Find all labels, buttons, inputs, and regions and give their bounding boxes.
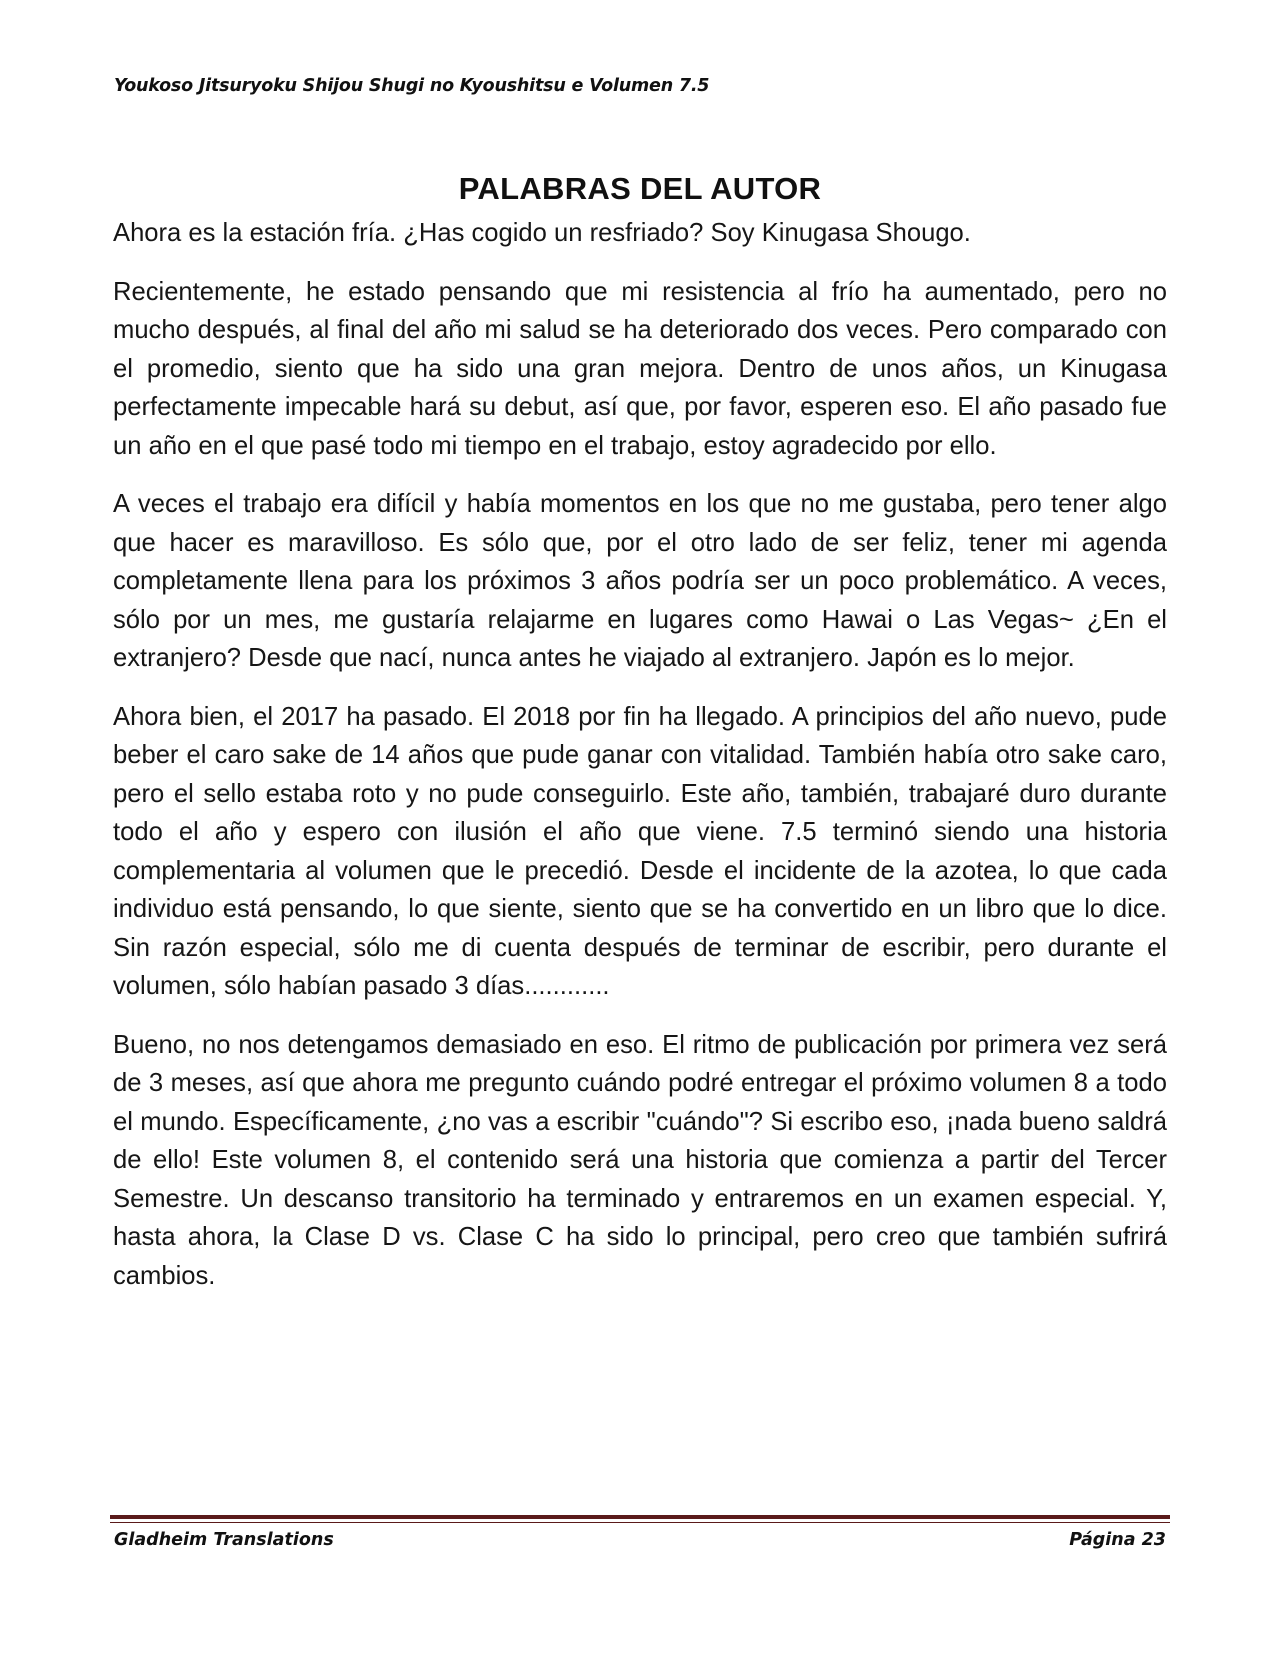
body-text xyxy=(113,214,1167,1315)
page-title: PALABRAS DEL AUTOR xyxy=(458,170,822,206)
footer-divider xyxy=(110,1515,1170,1523)
footer-divider-thin xyxy=(110,1522,1170,1523)
footer-page-number: Página 23 xyxy=(1069,1530,1166,1550)
paragraph-2: Recientemente, he estado pensando que mi resistencia al frío ha aumentado, pero no mucho después, al final del año mi salud se ha deteriorado dos veces. Pero comparado con el promedio, siento que ha sido una gran mejora. Dentro de unos años, un Kinugasa perfectamente impecable hará su debut, así que, por favor, esperen eso. El año pasado fue un año en el que pasé todo mi tiempo en el trabajo, estoy agradecido por ello. xyxy=(113,277,1167,460)
paragraph-3: A veces el trabajo era difícil y había momentos en los que no me gustaba, pero tener algo que hacer es maravilloso. Es sólo que, por el otro lado de ser feliz, tener mi agenda completamente llena para los próximos 3 años podría ser un poco problemático. A veces, sólo por un mes, me gustaría relajarme en lugares como Hawai o Las Vegas~ ¿En el extranjero? Desde que nací, nunca antes he viajado al extranjero. Japón es lo mejor. xyxy=(113,490,1167,672)
footer-divider-thick xyxy=(110,1515,1170,1519)
paragraph-4: Ahora bien, el 2017 ha pasado. El 2018 por fin ha llegado. A principios del año nuevo, pude beber el caro sake de 14 años que pude ganar con vitalidad. También había otro sake caro, pero el sello estaba roto y no pude conseguirlo. Este año, también, trabajaré duro durante todo el año y espero con ilusión el año que viene. 7.5 terminó siendo una historia complementaria al volumen que le precedió. Desde el incidente de la azotea, lo que cada individuo está pensando, lo que siente, siento que se ha convertido en un libro que lo dice. Sin razón especial, sólo me di cuenta después de terminar de escribir, pero durante el volumen, sólo habían pasado 3 días............ xyxy=(113,702,1167,1000)
paragraph-1: Ahora es la estación fría. ¿Has cogido un resfriado? Soy Kinugasa Shougo. xyxy=(113,219,971,247)
paragraph-5: Bueno, no nos detengamos demasiado en eso. El ritmo de publicación por primera vez será de 3 meses, así que ahora me pregunto cuándo podré entregar el próximo volumen 8 a todo el mundo. Específicamente, ¿no vas a escribir "cuándo"? Si escribo eso, ¡nada bueno saldrá de ello! Este volumen 8, el contenido será una historia que comienza a partir del Tercer Semestre. Un descanso transitorio ha terminado y entraremos en un examen especial. Y, hasta ahora, la Clase D vs. Clase C ha sido lo principal, pero creo que también sufrirá cambios. xyxy=(113,1030,1167,1290)
running-header: Youkoso Jitsuryoku Shijou Shugi no Kyoushitsu e Volumen 7.5 xyxy=(114,76,710,96)
footer-publisher: Gladheim Translations xyxy=(114,1530,334,1550)
